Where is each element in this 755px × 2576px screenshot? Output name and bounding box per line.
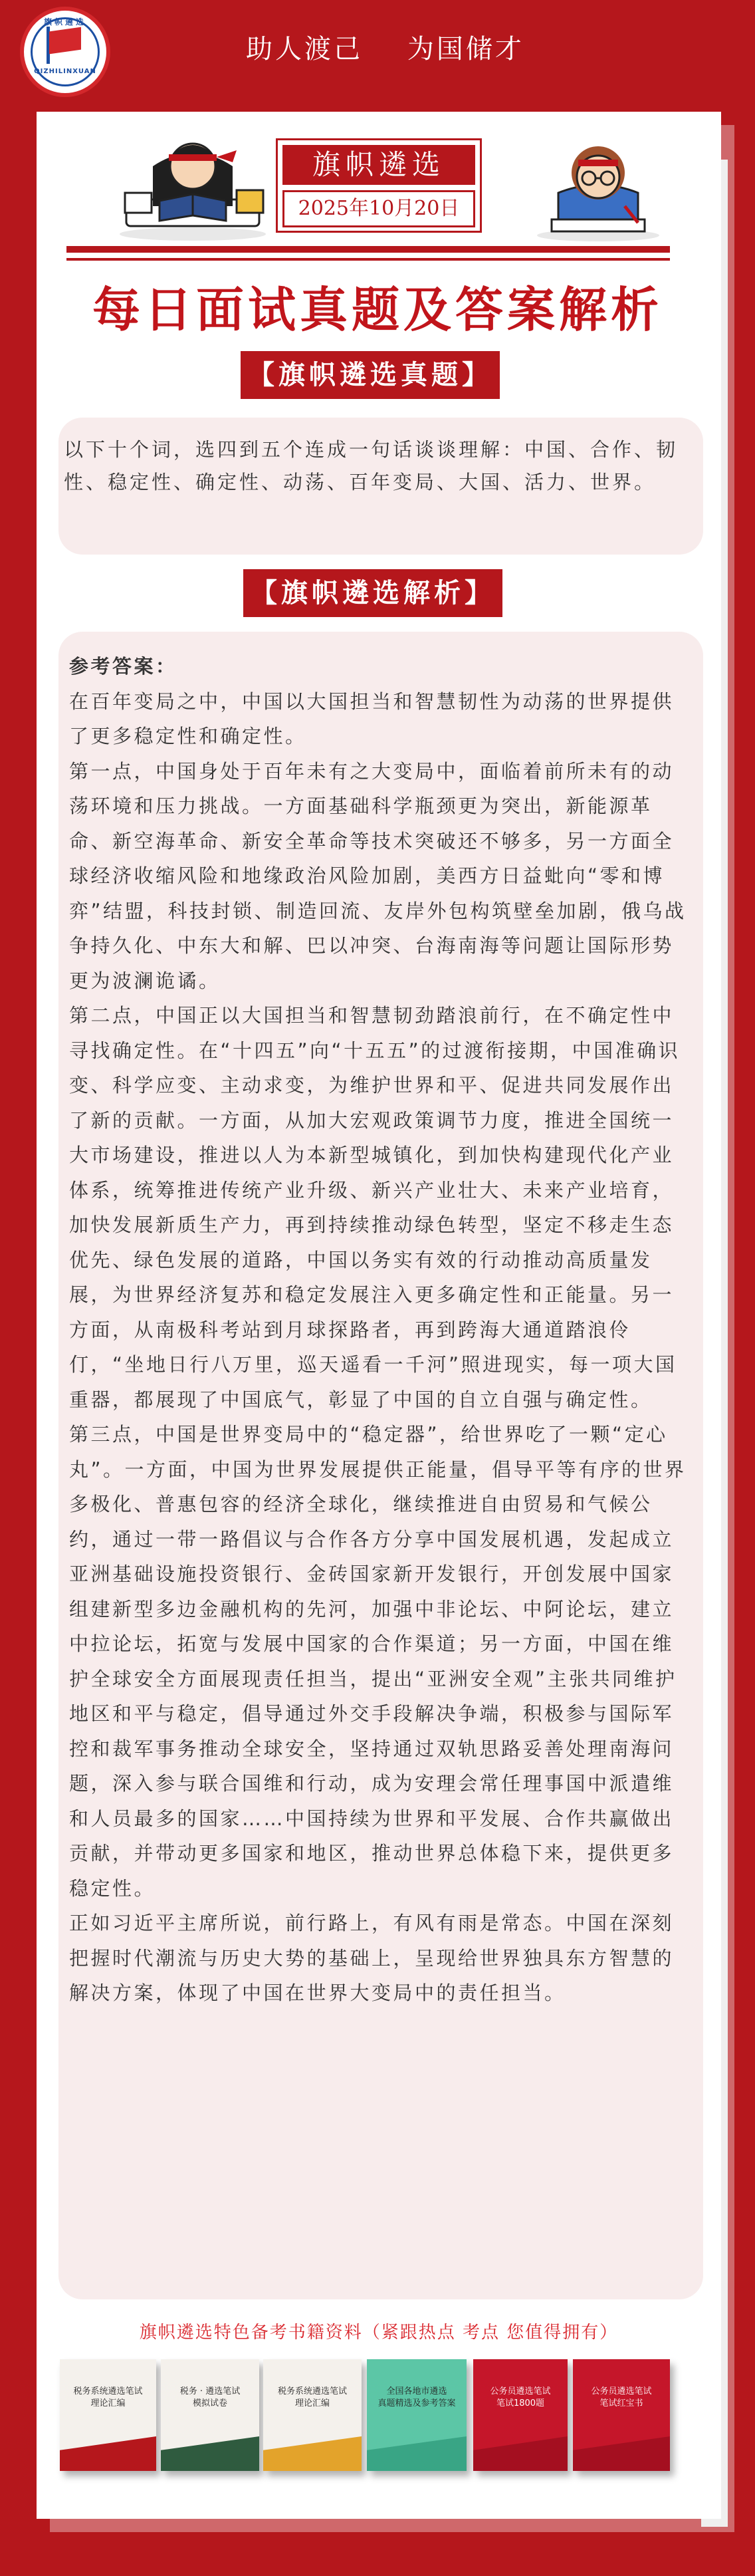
answer-ref-label: 参考答案： xyxy=(69,655,177,678)
book-title: 税务 · 遴选笔试 模拟试卷 xyxy=(179,2386,241,2408)
book-cover[interactable] xyxy=(161,2359,259,2471)
book-accent xyxy=(473,2436,568,2471)
book-accent xyxy=(161,2436,259,2471)
book-title: 全国各地市遴选 真题精选及参考答案 xyxy=(378,2386,456,2408)
page-title: 每日面试真题及答案解析 xyxy=(92,281,663,338)
logo-ring xyxy=(31,17,100,86)
book-cover[interactable] xyxy=(263,2359,362,2471)
answer-paragraph: 第一点，中国身处于百年未有之大变局中，面临着前所未有的动荡环境和压力挑战。一方面基础科学瓶颈更为突出，新能源革命、新空海革命、新安全革命等技术突破还不够多，另一方面全球经济收缩风险和地缘政治风险加剧，美西方日益蚍向“零和博弈”结盟，科技封锁、制造回流、友岸外包构筑壁垒加剧，俄乌战争持久化、中东大和解、巴以冲突、台海南海等问题让国际形势更为波澜诡谲。 xyxy=(69,759,687,992)
title-divider-thin xyxy=(66,258,670,261)
promo-text: 旗帜遴选特色备考书籍资料（紧跟热点 考点 您值得拥有） xyxy=(139,2323,619,2343)
question-text: 以下十个词，选四到五个连成一句话谈谈理解：中国、合作、韧性、稳定性、确定性、动荡、百年变局、大国、活力、世界。 xyxy=(64,438,679,493)
flag-icon xyxy=(49,27,81,55)
book-cover[interactable] xyxy=(573,2359,670,2471)
answer-paragraph: 第二点，中国正以大国担当和智慧韧劲踏浪前行，在不确定性中寻找确定性。在“十四五”向“十五五”的过渡衔接期，中国准确识变、科学应变、主动求变，为维护世界和平、促进共同发展作出了新的贡献。一方面，从加大宏观政策调节力度，推进全国统一大市场建设，推进以人为本新型城镇化，到加快构建现代化产业体系，统筹推进传统产业升级、新兴产业壮大、未来产业培育，加快发展新质生产力，再到持续推动绿色转型，坚定不移走生态优先、绿色发展的道路，中国以务实有效的行动推动高质量发展，为世界经济复苏和稳定发展注入更多确定性和正能量。另一方面，从南极科考站到月球探路者，再到跨海大通道踏浪伶仃，“坐地日行八万里，巡天遥看一千河”照进现实，每一项大国重器，都展现了中国底气，彰显了中国的自立自强与确定性。 xyxy=(69,1004,681,1411)
logo-brand-cn: 旗帜遴选 xyxy=(43,17,86,27)
book-title: 公务员遴选笔试 笔试红宝书 xyxy=(591,2386,652,2408)
brand-logo xyxy=(20,7,110,97)
book-cover[interactable] xyxy=(367,2359,467,2471)
section-label-question: 【旗帜遴选真题】 xyxy=(241,351,500,399)
student-reading-illustration xyxy=(113,126,272,246)
logo-brand-pinyin: QIZHILINXUAN xyxy=(34,68,96,75)
student-writing-illustration xyxy=(532,126,665,246)
book-accent xyxy=(263,2436,362,2471)
date-card-title: 旗帜遴选 xyxy=(282,145,475,185)
book-title: 税务系统遴选笔试 理论汇编 xyxy=(73,2386,143,2408)
book-cover[interactable] xyxy=(60,2359,156,2471)
book-accent xyxy=(573,2436,670,2471)
answer-paragraph: 正如习近平主席所说，前行路上，有风有雨是常态。中国在深刻把握时代潮流与历史大势的基础上，呈现给世界独具东方智慧的解决方案，体现了中国在世界大变局中的责任担当。 xyxy=(69,1912,675,2004)
section-label-answer: 【旗帜遴选解析】 xyxy=(243,569,502,617)
book-accent xyxy=(367,2436,467,2471)
header-slogan: 助人渡己 为国储才 xyxy=(246,34,524,64)
answer-paragraph: 第三点，中国是世界变局中的“稳定器”，给世界吃了一颗“定心丸”。一方面，中国为世界发展提供正能量，倡导平等有序的世界多极化、普惠包容的经济全球化，继续推进自由贸易和气候公约，通过一带一路倡议与合作各方分享中国发展机遇，发起成立亚洲基础设施投资银行、金砖国家新开发银行，开创发展中国家组建新型多边金融机构的先河，加强中非论坛、中阿论坛，建立中拉论坛，拓宽与发展中国家的合作渠道；另一方面，中国在维护全球安全方面展现责任担当，提出“亚洲安全观”主张共同维护地区和平与稳定，倡导通过外交手段解决争端，积极参与国际军控和裁军事务推动全球安全，坚持通过双轨思路妥善处理南海问题，深入参与联合国维和行动，成为安理会常任理事国中派遣维和人员最多的国家……中国持续为世界和平发展、合作共赢做出贡献，并带动更多国家和地区，推动世界总体稳下来，提供更多稳定性。 xyxy=(69,1423,687,1900)
title-divider-thick xyxy=(66,246,670,253)
book-accent xyxy=(60,2436,156,2471)
book-title: 公务员遴选笔试 笔试1800题 xyxy=(490,2386,551,2408)
date-card-date: 2025年10月20日 xyxy=(282,190,475,227)
answer-paragraph: 在百年变局之中，中国以大国担当和智慧韧性为动荡的世界提供了更多稳定性和确定性。 xyxy=(69,690,675,747)
book-cover[interactable] xyxy=(473,2359,568,2471)
answer-body xyxy=(69,649,691,2011)
book-title: 税务系统遴选笔试 理论汇编 xyxy=(277,2386,347,2408)
